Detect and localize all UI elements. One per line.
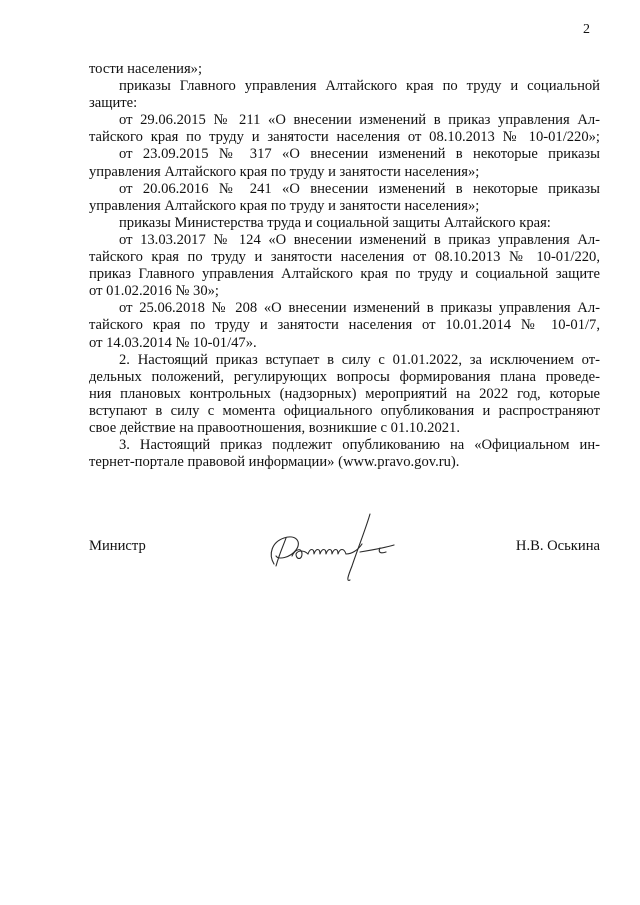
text-line: дельных положений, регулирующих вопросы формирования плана проведе-: [89, 368, 600, 385]
text-line: тайского края по труду и занятости населения от 08.10.2013 № 10-01/220,: [89, 249, 600, 266]
text-line: тернет-портале правовой информации» (www.pravo.gov.ru).: [89, 454, 460, 471]
text-line: вступают в силу с момента официального опубликования и распространяют: [89, 402, 600, 419]
text-line: от 25.06.2018 № 208 «О внесении изменений в приказы управления Ал-: [119, 300, 600, 317]
text-line: приказы Главного управления Алтайского края по труду и социальной: [119, 78, 600, 95]
text-line: управления Алтайского края по труду и занятости населения»;: [89, 197, 480, 214]
page-number: 2: [583, 22, 590, 37]
signatory-name: Н.В. Оськина: [515, 538, 600, 554]
text-line: приказы Министерства труда и социальной защиты Алтайского края:: [119, 214, 551, 231]
handwritten-signature: [262, 508, 402, 586]
text-line: от 29.06.2015 № 211 «О внесении изменений в приказ управления Ал-: [119, 112, 600, 129]
text-line: 3. Настоящий приказ подлежит опубликованию на «Официальном ин-: [119, 437, 600, 454]
signature-block: [89, 508, 600, 588]
text-line: от 13.03.2017 № 124 «О внесении изменений в приказ управления Ал-: [119, 231, 600, 248]
text-line: приказ Главного управления Алтайского края по труду и социальной защите: [89, 266, 600, 283]
text-line: свое действие на правоотношения, возникшие с 01.10.2021.: [89, 419, 460, 436]
document-body: [89, 61, 600, 471]
text-line: тости населения»;: [89, 61, 203, 77]
text-line: управления Алтайского края по труду и занятости населения»;: [89, 163, 480, 180]
signatory-position: Министр: [89, 538, 146, 554]
text-line: от 20.06.2016 № 241 «О внесении изменений в некоторые приказы: [119, 180, 600, 197]
text-line: от 01.02.2016 № 30»;: [89, 283, 219, 300]
text-line: от 23.09.2015 № 317 «О внесении изменений в некоторые приказы: [119, 146, 600, 163]
text-line: защите:: [89, 95, 138, 112]
text-line: тайского края по труду и занятости населения от 08.10.2013 № 10-01/220»;: [89, 129, 600, 146]
text-line: от 14.03.2014 № 10-01/47».: [89, 334, 257, 351]
text-line: ния плановых контрольных (надзорных) мероприятий на 2022 год, которые: [89, 385, 600, 402]
text-line: тайского края по труду и занятости населения от 10.01.2014 № 10-01/7,: [89, 317, 600, 334]
text-line: 2. Настоящий приказ вступает в силу с 01.01.2022, за исключением от-: [119, 351, 600, 368]
